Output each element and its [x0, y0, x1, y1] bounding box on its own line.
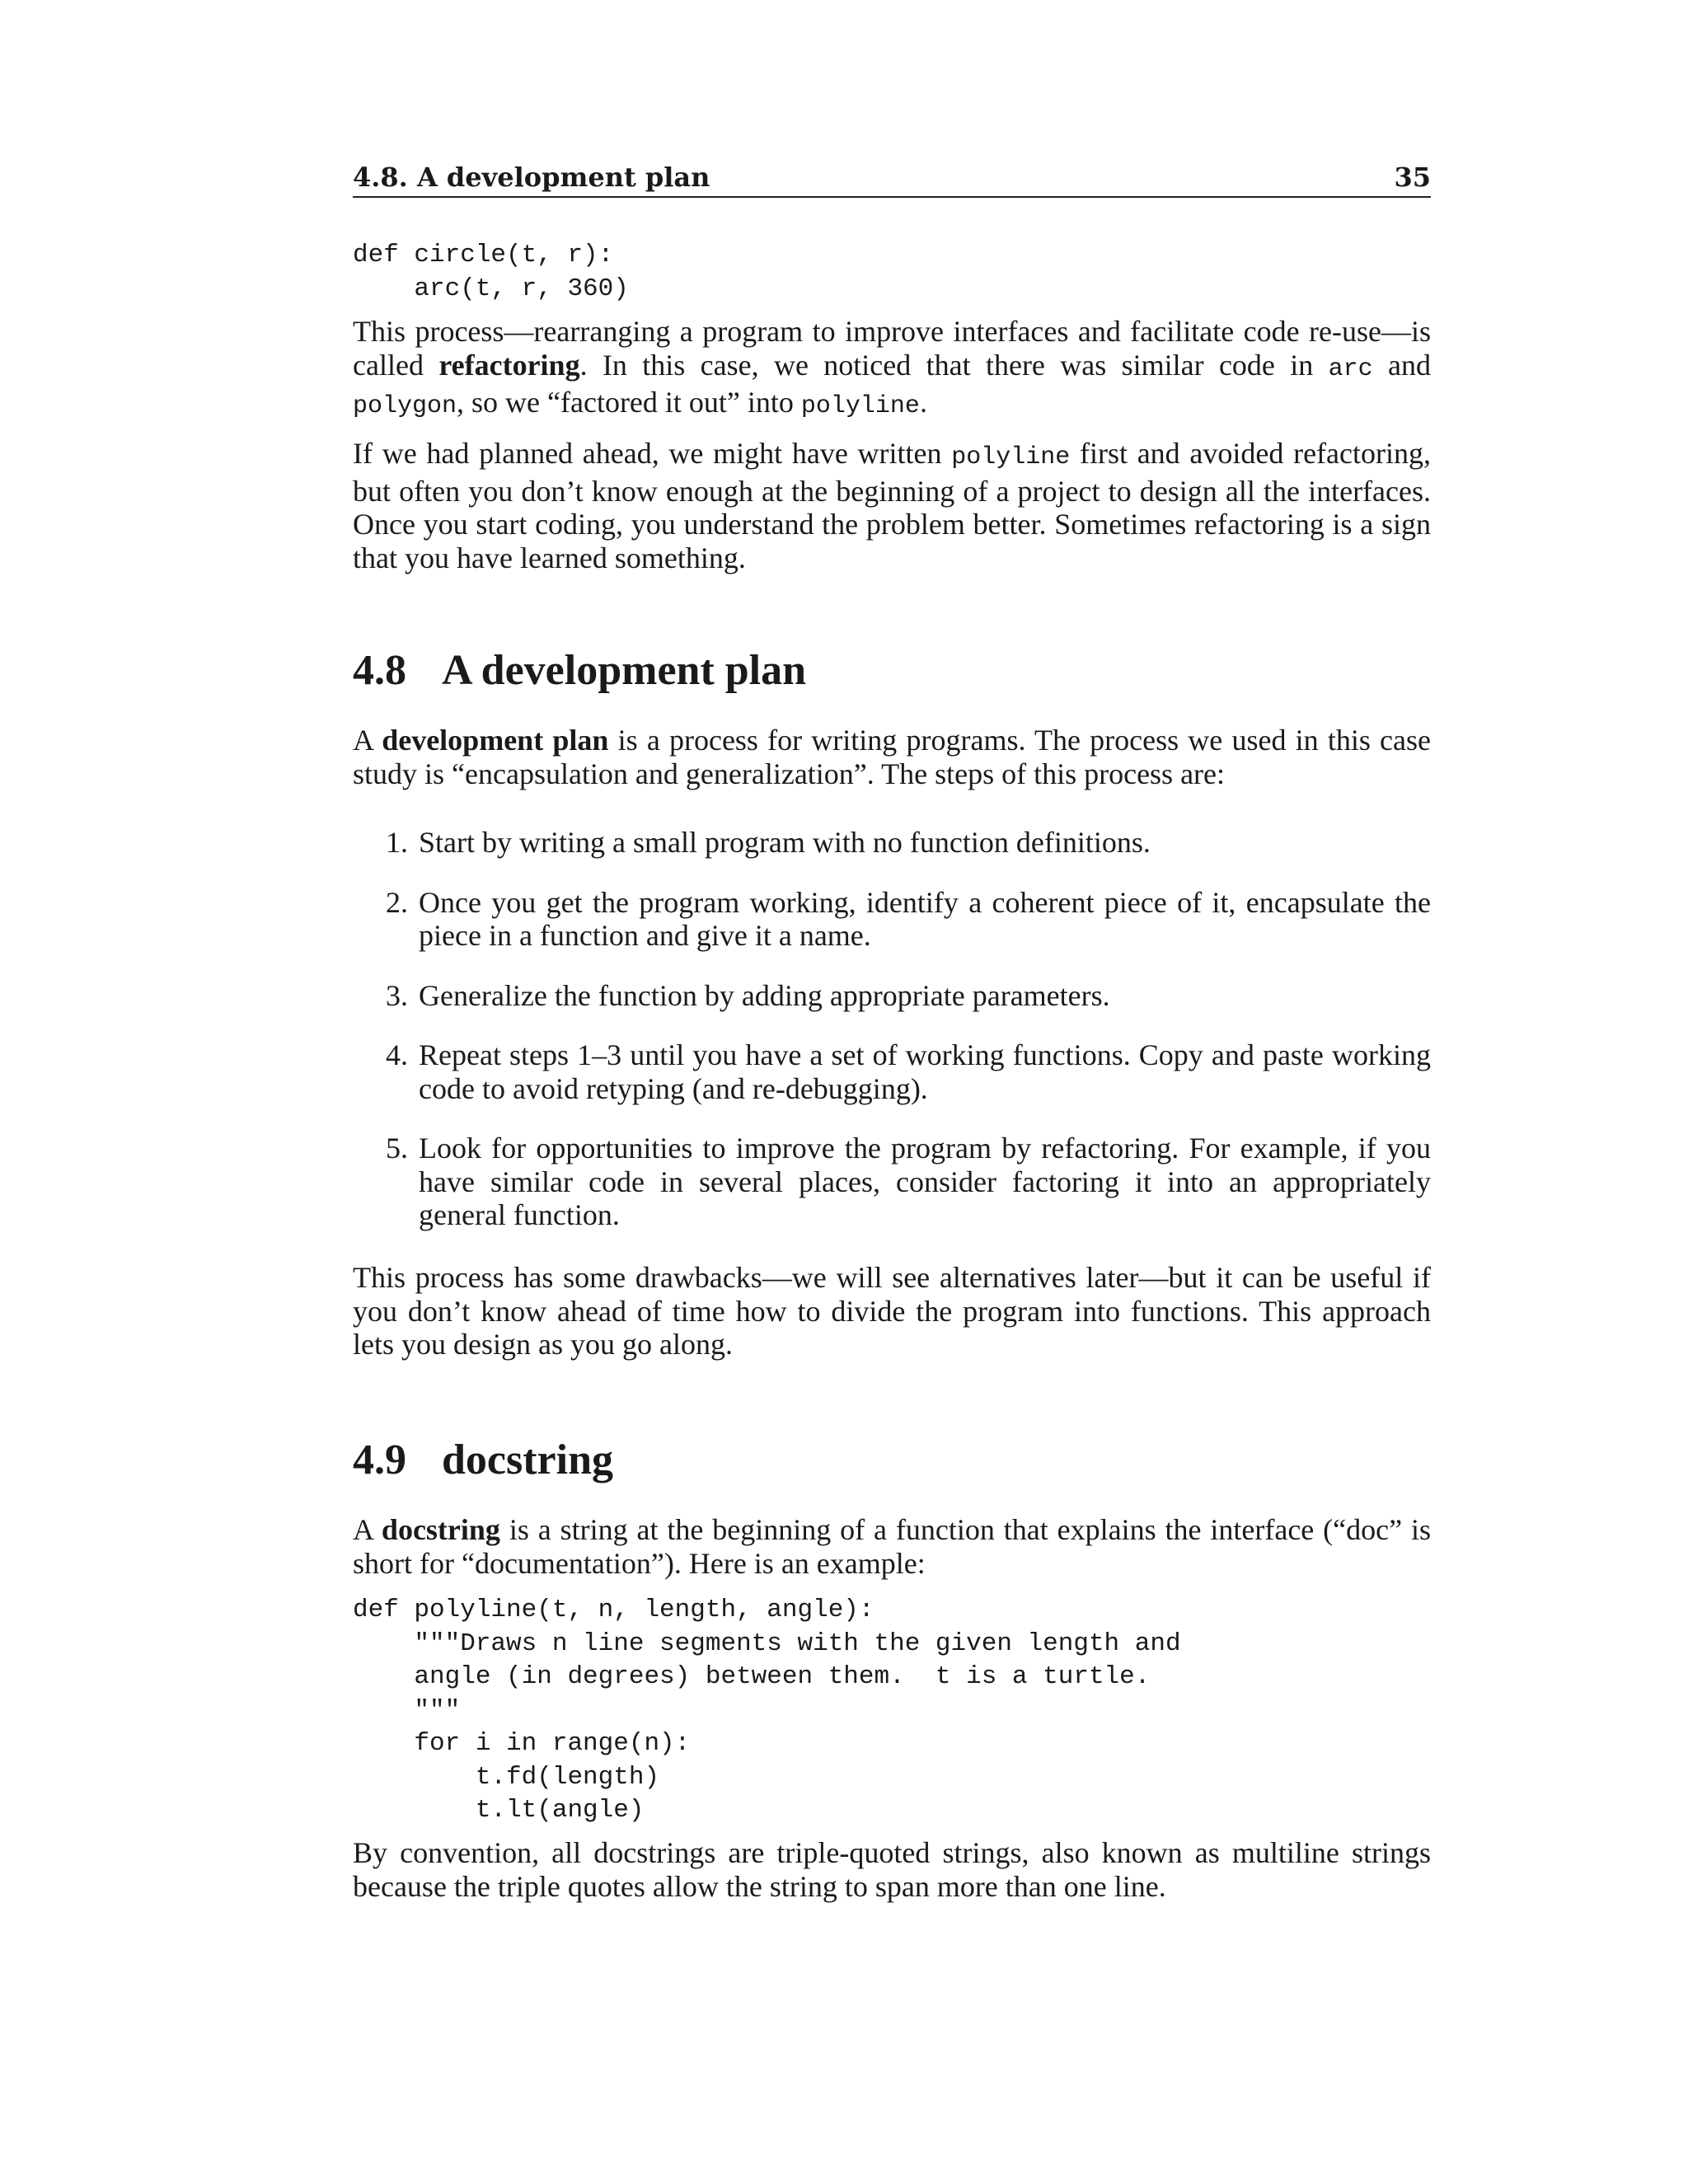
list-item — [353, 979, 1431, 1013]
paragraph-convention — [353, 1836, 1431, 1903]
list-item — [353, 1132, 1431, 1232]
text: If we had planned ahead, we might have written — [353, 437, 952, 470]
steps-list — [353, 826, 1431, 1232]
header-section-title: 4.8. A development plan — [353, 162, 710, 193]
paragraph-refactoring — [353, 315, 1431, 424]
section-number: 4.9 — [353, 1436, 406, 1483]
text: . In this case, we noticed that there was similar code in — [579, 348, 1329, 382]
text: and — [1372, 348, 1431, 382]
term-refactoring: refactoring — [438, 348, 580, 382]
list-item — [353, 1038, 1431, 1105]
code-block-polyline — [353, 1594, 1431, 1828]
section-heading-4-9 — [353, 1436, 1431, 1485]
list-item — [353, 826, 1431, 860]
page-number: 35 — [1394, 162, 1431, 193]
code-line: angle (in degrees) between them. t is a turtle. — [353, 1662, 1151, 1691]
text: This process—rearranging a program to improve interfaces and facilitate code re-use—is called — [353, 315, 1431, 382]
paragraph-text: This process has some drawbacks—we will see alternatives later—but it can be useful if you don’t know ahead of time how to divide the program into functions. This approach lets you design as you go along. — [353, 1261, 1431, 1361]
paragraph-docstring — [353, 1513, 1431, 1580]
text: is a string at the beginning of a function that explains the interface (“doc” is short for “documentation”). Here is an example: — [353, 1513, 1432, 1580]
code-line: for i in range(n): — [353, 1729, 691, 1758]
item-text: Generalize the function by adding appropriate parameters. — [419, 978, 1110, 1012]
paragraph-drawbacks — [353, 1261, 1431, 1361]
term-development-plan: development plan — [382, 724, 609, 757]
code-line: """Draws n line segments with the given length and — [353, 1629, 1181, 1658]
code-line: def polyline(t, n, length, angle): — [353, 1596, 874, 1624]
item-text: Repeat steps 1–3 until you have a set of working functions. Copy and paste working code to avoid retyping (and re-debugging). — [419, 1038, 1431, 1105]
section-heading-4-8 — [353, 646, 1431, 696]
inline-code: polyline — [951, 443, 1071, 471]
item-number: 5. — [386, 1132, 408, 1165]
text: is a process for writing programs. The process we used in this case study is “encapsulation and generalization”. The steps of this process are: — [353, 724, 1431, 790]
section-title: docstring — [442, 1436, 613, 1483]
paragraph-text: By convention, all docstrings are triple-quoted strings, also known as multiline strings because the triple quotes allow the string to span more than one line. — [353, 1836, 1431, 1903]
code-line: arc(t, r, 360) — [353, 274, 629, 303]
item-number: 4. — [386, 1038, 408, 1071]
term-docstring: docstring — [381, 1513, 500, 1546]
section-title: A development plan — [442, 647, 807, 694]
code-block-circle — [353, 239, 1431, 306]
inline-code: polygon — [353, 392, 457, 420]
text: A — [353, 1513, 382, 1546]
code-line: t.fd(length) — [353, 1762, 660, 1792]
inline-code: arc — [1328, 354, 1373, 383]
text: , so we “factored it out” into — [457, 386, 801, 419]
paragraph-planning — [353, 437, 1431, 574]
item-number: 3. — [386, 978, 408, 1012]
item-text: Look for opportunities to improve the program by refactoring. For example, if you have similar code in several places, consider factoring it into an appropriately general function. — [419, 1132, 1431, 1231]
paragraph-development-plan — [353, 724, 1431, 790]
section-number: 4.8 — [353, 647, 406, 694]
list-item — [353, 886, 1431, 953]
item-text: Once you get the program working, identify a coherent piece of it, encapsulate the piece in a function and give it a name. — [419, 885, 1431, 952]
text: first and avoided refactoring, but often you don’t know enough at the beginning of a project to design all the interfaces. Once you start coding, you understand the problem better. Sometimes refactoring is a sign that you have learned something. — [353, 437, 1431, 574]
text: . — [919, 386, 927, 419]
item-text: Start by writing a small program with no function definitions. — [419, 826, 1151, 859]
item-number: 1. — [386, 826, 408, 859]
running-header — [353, 162, 1431, 198]
code-line: def circle(t, r): — [353, 241, 614, 269]
code-line: t.lt(angle) — [353, 1796, 645, 1825]
inline-code: polyline — [800, 392, 920, 420]
code-line: """ — [353, 1695, 461, 1725]
text: A — [353, 724, 382, 757]
item-number: 2. — [386, 885, 408, 919]
